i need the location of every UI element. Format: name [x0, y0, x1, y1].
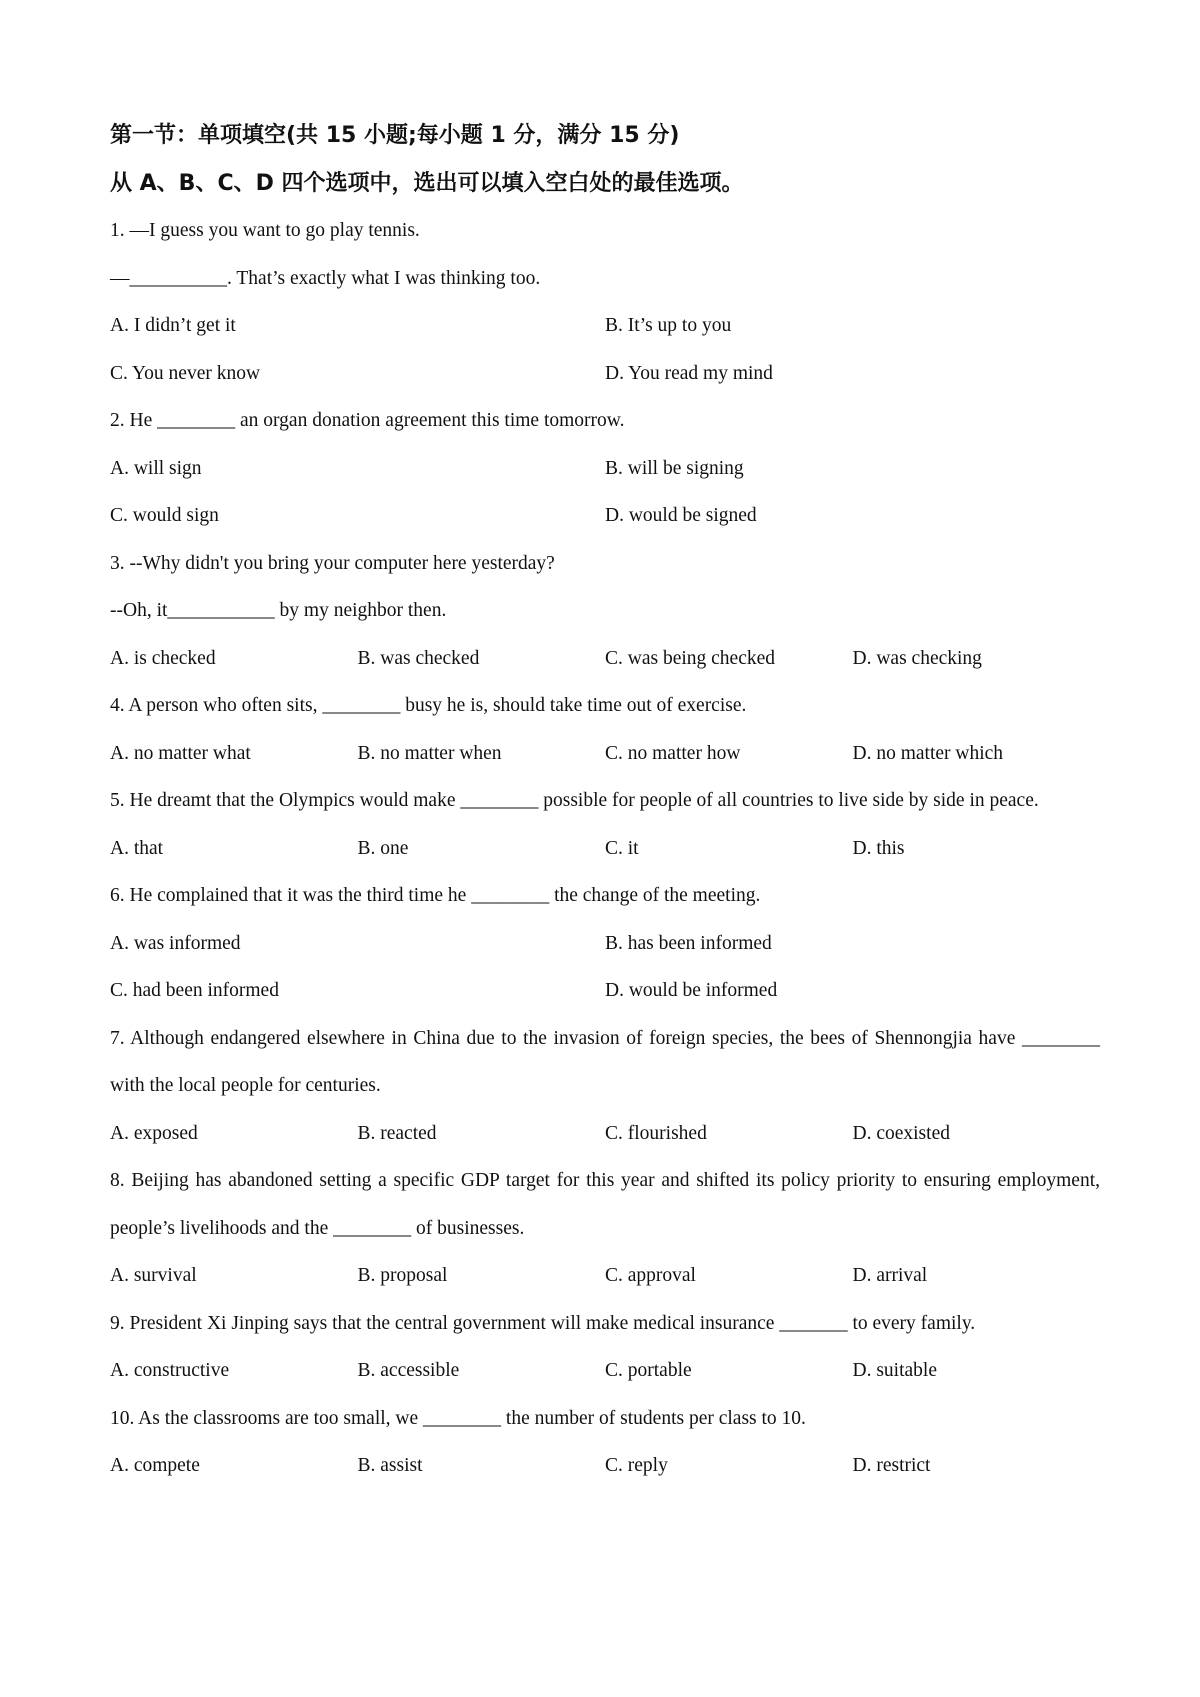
option-c: C. reply: [605, 1455, 668, 1476]
option-c: C. flourished: [605, 1122, 707, 1144]
option-a: A. compete: [110, 1455, 200, 1476]
option-b: B. assist: [357, 1455, 423, 1476]
options-row: [110, 1252, 1100, 1300]
option-a: A. no matter what: [110, 742, 251, 764]
question-item: [110, 207, 1100, 397]
option-c: C. was being checked: [605, 647, 776, 669]
section-instruction: 从 A、B、C、D 四个选项中，选出可以填入空白处的最佳选项。: [110, 170, 744, 196]
question-item: [110, 1395, 1100, 1490]
question-stem: 2. He ________ an organ donation agreement this time tomorrow.: [110, 410, 625, 431]
option-c: C. no matter how: [605, 742, 741, 764]
options-row: [110, 967, 1100, 1015]
options-row: [110, 492, 1100, 540]
question-stem: 10. As the classrooms are too small, we ________ the number of students per class to 10.: [110, 1407, 806, 1429]
option-a: A. I didn’t get it: [110, 315, 236, 336]
option-b: B. was checked: [357, 647, 480, 669]
option-d: D. would be signed: [605, 505, 757, 526]
option-c: C. it: [605, 837, 639, 859]
question-stem: 9. President Xi Jinping says that the central government will make medical insurance _______ to every family.: [110, 1312, 976, 1334]
question-item: [110, 1300, 1100, 1395]
section-title: 第一节：单项填空(共 15 小题;每小题 1 分，满分 15 分): [110, 123, 680, 148]
option-c: C. portable: [605, 1360, 692, 1381]
question-item: [110, 540, 1100, 683]
options-row: [110, 445, 1100, 493]
option-a: A. is checked: [110, 647, 216, 669]
options-row: [110, 825, 1100, 873]
option-d: D. this: [852, 837, 905, 859]
option-b: B. reacted: [357, 1122, 437, 1144]
option-b: B. It’s up to you: [605, 315, 732, 336]
question-item: [110, 682, 1100, 777]
question-stem: 4. A person who often sits, ________ busy he is, should take time out of exercise.: [110, 695, 747, 716]
question-item: [110, 1157, 1100, 1300]
option-d: D. coexisted: [852, 1122, 950, 1144]
options-row: [110, 1442, 1100, 1490]
question-item: [110, 777, 1100, 872]
options-row: [110, 730, 1100, 778]
options-row: [110, 1347, 1100, 1395]
exam-page: [110, 112, 1100, 1490]
question-stem: 3. --Why didn't you bring your computer here yesterday?: [110, 552, 555, 574]
option-d: D. was checking: [852, 647, 982, 669]
option-c: C. would sign: [110, 505, 219, 526]
options-row: [110, 635, 1100, 683]
option-b: B. one: [357, 837, 409, 859]
option-a: A. exposed: [110, 1122, 198, 1144]
question-line: —__________. That’s exactly what I was thinking too.: [110, 267, 541, 289]
question-item: [110, 872, 1100, 1015]
option-c: C. had been informed: [110, 980, 279, 1001]
question-stem: 1. —I guess you want to go play tennis.: [110, 220, 420, 241]
option-a: A. that: [110, 837, 164, 859]
option-b: B. proposal: [357, 1265, 448, 1286]
option-a: A. will sign: [110, 457, 202, 479]
options-row: [110, 920, 1100, 968]
question-list: [110, 207, 1100, 1490]
question-stem: 6. He complained that it was the third time he ________ the change of the meeting.: [110, 885, 761, 906]
question-line: --Oh, it___________ by my neighbor then.: [110, 600, 447, 621]
option-d: D. suitable: [852, 1360, 937, 1381]
option-a: A. was informed: [110, 932, 241, 954]
option-a: A. survival: [110, 1265, 197, 1286]
question-stem: 8. Beijing has abandoned setting a specific GDP target for this year and shifted its policy priority to ensuring employment, people’s livelihoods and the ________ of businesses.: [110, 1170, 1100, 1239]
question-item: [110, 397, 1100, 540]
option-c: C. approval: [605, 1265, 696, 1286]
option-b: B. accessible: [357, 1360, 460, 1381]
options-row: [110, 1110, 1100, 1158]
options-row: [110, 302, 1100, 350]
option-d: D. would be informed: [605, 980, 778, 1001]
question-stem: 5. He dreamt that the Olympics would make ________ possible for people of all countries to live side by side in peace.: [110, 790, 1039, 811]
option-b: B. no matter when: [357, 742, 502, 764]
option-d: D. arrival: [852, 1265, 928, 1286]
option-c: C. You never know: [110, 362, 261, 384]
option-d: D. You read my mind: [605, 362, 773, 384]
question-item: [110, 1015, 1100, 1158]
option-b: B. will be signing: [605, 457, 744, 479]
option-b: B. has been informed: [605, 932, 772, 954]
option-a: A. constructive: [110, 1360, 230, 1381]
option-d: D. restrict: [852, 1455, 931, 1476]
question-stem: 7. Although endangered elsewhere in China due to the invasion of foreign species, the bees of Shennongjia have ________ with the local people for centuries.: [110, 1027, 1100, 1096]
option-d: D. no matter which: [852, 742, 1004, 764]
options-row: [110, 350, 1100, 398]
